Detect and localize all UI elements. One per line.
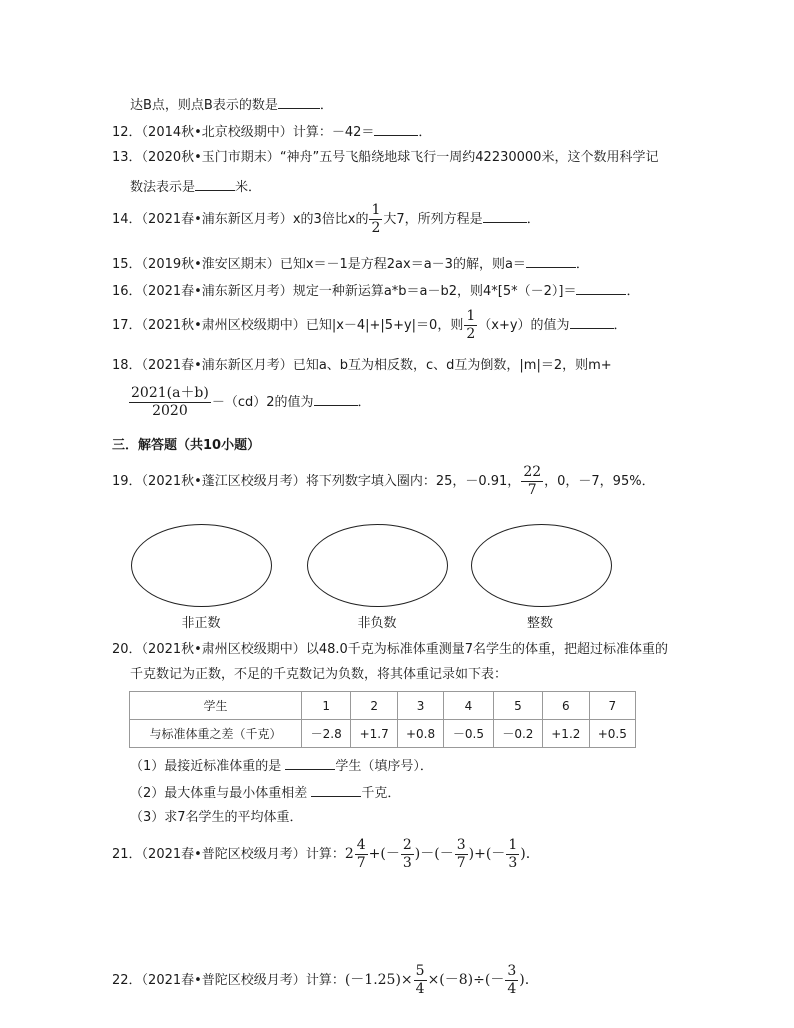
fraction: $\frac{1}{2}$ [371,202,381,236]
question-number: 14． [112,212,142,227]
question-number: 13． [112,150,142,165]
table-cell: 4 [444,692,493,720]
question-12: 12．（2014秋•北京校级期中）计算：－42＝ ． [112,121,431,142]
question-15: 15．（2019秋•淮安区期末）已知x＝－1是方程2ax＝a－3的解，则a＝ ． [112,253,589,274]
question-number: 17． [112,318,142,333]
table-row [130,692,636,720]
set-ellipse-non-negative[interactable] [307,524,448,607]
row-header-difference: 与标准体重之差（千克） [130,720,302,748]
fraction: $\frac{2}{3}$ [402,836,412,871]
question-number: 18． [112,358,142,373]
set-ellipse-non-positive[interactable] [131,524,272,607]
question-18 [112,357,612,375]
question-source: （2021秋•蓬江区校级月考） [141,474,306,489]
question-source: （2021春•浦东新区月考） [141,212,293,227]
question-number: 15． [112,257,142,272]
fraction: $\frac{5}{4}$ [415,962,425,997]
fraction: $\frac{22}{7}$ [523,464,542,498]
question-number: 20． [112,642,142,657]
table-cell: －0.2 [493,720,542,748]
table-cell: 5 [493,692,542,720]
q11-tail: 达B点，则点B表示的数是 ． [130,94,333,115]
row-header-student: 学生 [130,692,302,720]
question-number: 21． [112,847,142,862]
fraction: $\frac{3}{4}$ [507,962,517,997]
table-cell: －0.5 [444,720,493,748]
question-text: 规定一种新运算a*b＝a－b2，则4*[5*（－2）]＝ [292,284,577,299]
question-20 [112,641,668,659]
set-label-non-positive: 非正数 [181,616,221,631]
fraction: $\frac{1}{2}$ [466,308,476,342]
question-21: 21．（2021春•普陀区校级月考）计算： 2 $\frac{4}{7}$ +(－ $\frac{2}{3}$ )－(－ $\frac{3}{7}$ )+(－ $\frac{1}{3}$ ). [112,834,530,875]
section-title: 三．解答题（共10小题） [112,438,261,453]
table-row [130,720,636,748]
question-22: 22．（2021春•普陀区校级月考）计算： (－1.25)× $\frac{5}{4}$ ×(－8)÷(－ $\frac{3}{4}$ ). [112,960,529,1001]
question-source: （2021春•浦东新区月考） [141,284,293,299]
question-source: （2021春•普陀区校级月考） [141,973,306,988]
answer-blank[interactable] [526,253,576,268]
table-cell: 3 [397,692,443,720]
q11-text: 达B点，则点B表示的数是 [130,98,278,113]
answer-blank[interactable] [576,280,626,295]
question-number: 19． [112,474,142,489]
fraction: $\frac{2021(a+b)}{2020}$ [131,385,209,419]
answer-blank[interactable] [195,176,235,191]
fraction: $\frac{1}{3}$ [508,836,518,871]
fraction: $\frac{4}{7}$ [356,836,366,871]
question-number: 12． [112,125,142,140]
question-14: 14．（2021春•浦东新区月考）x的3倍比x的 $\frac{1}{2}$ 大7，所列方程是 ． [112,202,540,236]
question-number: 22． [112,973,142,988]
answer-blank[interactable] [374,121,418,136]
answer-blank[interactable] [314,391,358,406]
question-20-line2: 千克数记为正数，不足的千克数记为负数，将其体重记录如下表： [130,667,508,682]
table-cell: 1 [302,692,351,720]
question-text: 已知x＝－1是方程2ax＝a－3的解，则a＝ [279,257,526,272]
weight-table [129,691,636,748]
question-source: （2020秋•玉门市期末） [141,150,280,165]
set-label-non-negative: 非负数 [357,616,397,631]
question-18-line2: $\frac{2021(a+b)}{2020}$ －（cd）2的值为 ． [131,385,371,419]
question-20-sub3: （3）求7名学生的平均体重． [130,810,303,825]
answer-blank[interactable] [311,782,361,797]
math-expression: (－1.25)× $\frac{5}{4}$ ×(－8)÷(－ $\frac{3}{4}$ ). [344,962,530,997]
question-text: 计算：－42＝ [292,125,375,140]
table-cell: 2 [351,692,397,720]
table-cell: +0.5 [589,720,635,748]
table-cell: +1.7 [351,720,397,748]
question-source: （2021秋•肃州区校级期中） [141,318,306,333]
table-cell: +1.2 [543,720,589,748]
answer-blank[interactable] [483,208,527,223]
question-20-sub2: （2）最大体重与最小体重相差 千克． [130,782,400,803]
question-source: （2021春•普陀区校级月考） [141,847,306,862]
question-20-sub1: （1）最接近标准体重的是 学生（填序号）． [130,755,433,776]
question-13-line2: 数法表示是 米． [130,176,261,197]
question-text: 已知a、b互为相反数，c、d互为倒数，|m|＝2，则m+ [292,358,612,373]
question-16: 16．（2021春•浦东新区月考）规定一种新运算a*b＝a－b2，则4*[5*（－2）]＝ ． [112,280,640,301]
set-label-integer: 整数 [526,616,553,631]
fraction: $\frac{3}{7}$ [456,836,466,871]
question-source: （2021春•浦东新区月考） [141,358,293,373]
question-text: 以48.0千克为标准体重测量7名学生的体重，把超过标准体重的 [305,642,669,657]
question-text: “神舟”五号飞船绕地球飞行一周约42230000米，这个数用科学记 [279,150,659,165]
table-cell: +0.8 [397,720,443,748]
question-19: 19．（2021秋•蓬江区校级月考）将下列数字填入圈内：25，－0.91， $\frac{22}{7}$ ，0，－7，95%． [112,464,655,498]
question-number: 16． [112,284,142,299]
question-source: （2019秋•淮安区期末） [141,257,280,272]
table-cell: 6 [543,692,589,720]
question-source: （2014秋•北京校级期中） [141,125,293,140]
question-source: （2021秋•肃州区校级期中） [141,642,306,657]
table-cell: －2.8 [302,720,351,748]
answer-blank[interactable] [570,314,614,329]
question-17: 17．（2021秋•肃州区校级期中）已知|x－4|+|5+y|＝0，则 $\frac{1}{2}$ （x+y）的值为 ． [112,308,627,342]
answer-blank[interactable] [285,755,335,770]
question-13 [112,149,658,167]
math-expression: 2 $\frac{4}{7}$ +(－ $\frac{2}{3}$ )－(－ $\frac{3}{7}$ )+(－ $\frac{1}{3}$ ). [344,836,531,871]
answer-blank[interactable] [278,94,320,109]
set-ellipse-integer[interactable] [471,524,612,607]
table-cell: 7 [589,692,635,720]
